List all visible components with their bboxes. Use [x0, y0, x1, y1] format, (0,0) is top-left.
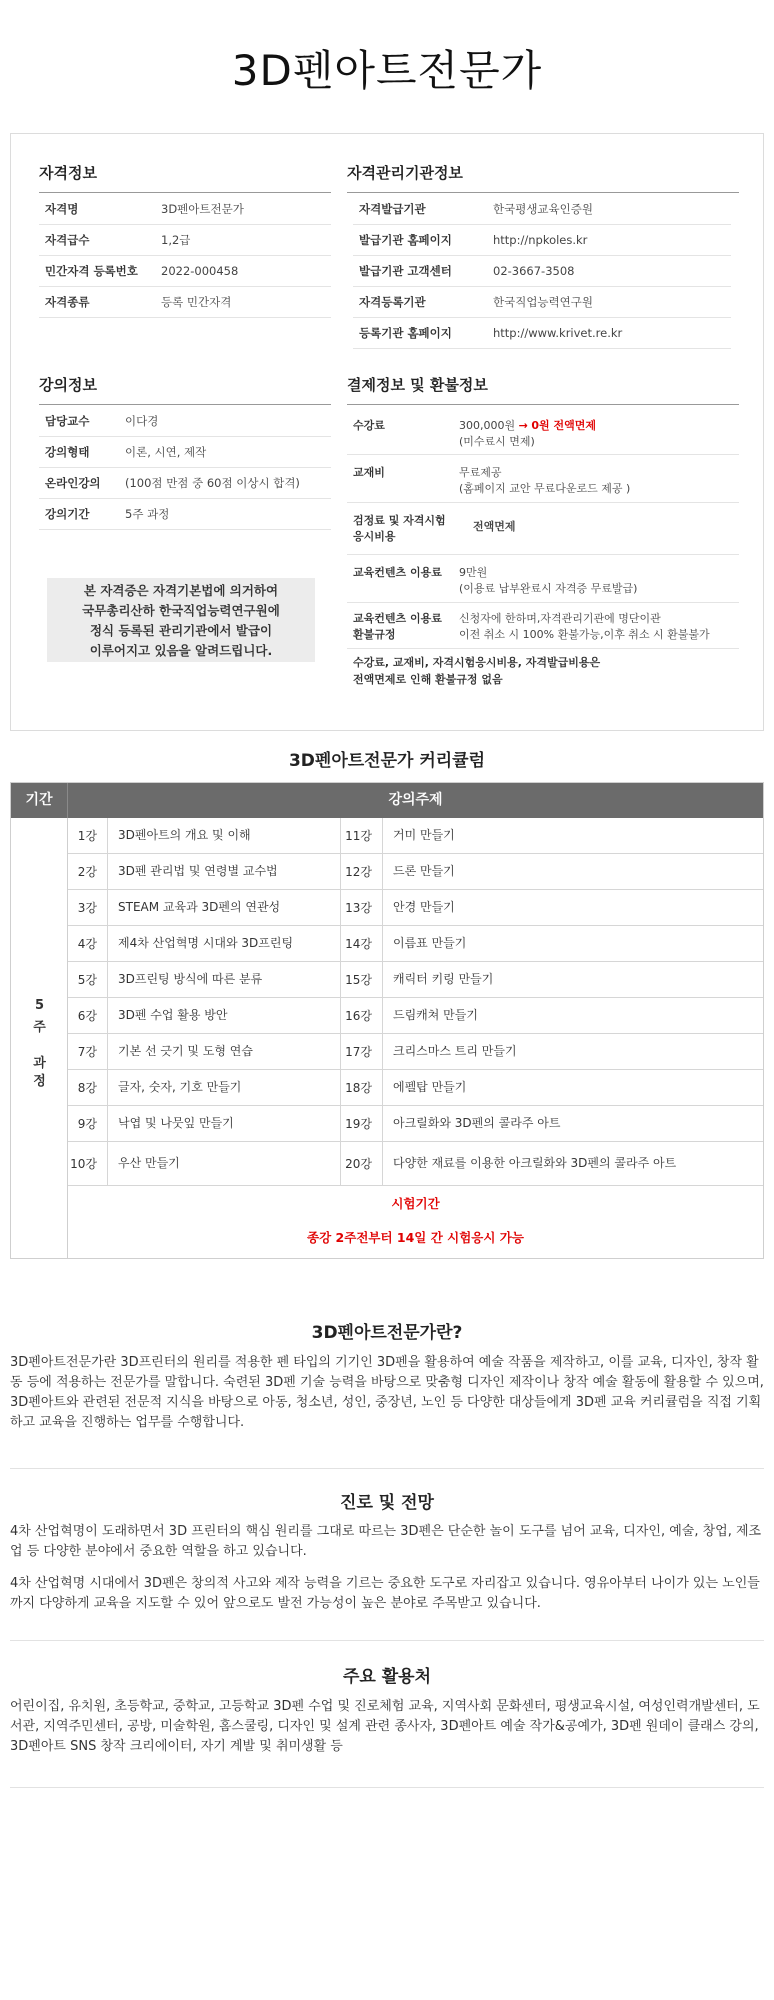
lesson-topic: 3D펜 수업 활용 방안	[108, 998, 341, 1033]
lesson-number: 12강	[341, 854, 383, 889]
tuition-free: 0원 전액면제	[531, 419, 596, 432]
lesson-topic: 아크릴화와 3D펜의 콜라주 아트	[393, 1116, 561, 1130]
curriculum-row	[68, 818, 763, 854]
lesson-number: 14강	[341, 926, 383, 961]
agency-row	[353, 225, 731, 256]
period-header: 기간	[11, 783, 68, 818]
lesson-topic: 에펠탑 만들기	[393, 1080, 467, 1094]
exam-fee-label-line: 검정료 및 자격시험	[353, 514, 446, 527]
textbook-row	[347, 455, 739, 503]
lesson-number: 11강	[341, 818, 383, 853]
lecture-label: 강의기간	[45, 507, 90, 521]
qualification-value: 등록 민간자격	[161, 295, 232, 309]
lesson-topic: 다양한 재료를 이용한 아크릴화와 3D펜의 콜라주 아트	[393, 1156, 677, 1170]
lecture-row	[39, 406, 331, 437]
lesson-topic: 캐릭터 키링 만들기	[393, 972, 494, 986]
lesson-number: 13강	[341, 890, 383, 925]
career-paragraph: 4차 산업혁명이 도래하면서 3D 프린터의 핵심 원리를 그대로 따르는 3D펜은 단순한 놀이 도구를 넘어 교육, 디자인, 예술, 창업, 제조업 등 다양한 분야에서 중요한 역할을 하고 있습니다.	[10, 1524, 762, 1559]
content-fee-label: 교육컨텐츠 이용료	[353, 566, 442, 579]
lesson-topic: 우산 만들기	[108, 1142, 341, 1185]
period-word: 정	[33, 1074, 46, 1089]
tuition-row	[347, 406, 739, 455]
certification-notice	[47, 578, 315, 662]
what-is-title: 3D펜아트전문가란?	[311, 1323, 463, 1343]
agency-label: 발급기관 고객센터	[359, 264, 452, 278]
topic-header: 강의주제	[388, 792, 443, 808]
exam-fee-value: 전액면제	[473, 520, 516, 533]
career-title: 진로 및 전망	[340, 1493, 434, 1513]
lesson-number: 5강	[68, 962, 108, 997]
agency-label: 자격발급기관	[359, 202, 426, 216]
exam-fee-row	[347, 503, 739, 555]
lesson-topic: 3D프린팅 방식에 따른 분류	[108, 962, 341, 997]
agency-value: 02-3667-3508	[493, 264, 575, 278]
lecture-value: 이론, 시연, 제작	[125, 445, 207, 459]
agency-row	[353, 256, 731, 287]
lecture-row	[39, 437, 331, 468]
refund-row	[347, 603, 739, 649]
lesson-number: 18강	[341, 1070, 383, 1105]
refund-label-line: 환불규정	[353, 628, 396, 641]
curriculum-row	[68, 1106, 763, 1142]
content-fee-value: 9만원	[459, 566, 488, 579]
lesson-number: 16강	[341, 998, 383, 1033]
lesson-number: 9강	[68, 1106, 108, 1141]
agency-value: 한국평생교육인증원	[493, 202, 593, 216]
agency-title: 자격관리기관정보	[347, 162, 739, 193]
agency-label: 등록기관 홈페이지	[359, 326, 452, 340]
content-fee-sub: (이용료 납부완료시 자격증 무료발급)	[459, 582, 638, 595]
lesson-topic: 드론 만들기	[393, 864, 455, 878]
what-is-text: 3D펜아트전문가란 3D프린터의 원리를 적용한 펜 타입의 기기인 3D펜을 활용하여 예술 작품을 제작하고, 이를 교육, 디자인, 창작 활동 등에 적용하는 전문가를 말합니다. 숙련된 3D펜 기술 능력을 바탕으로 맞춤형 디자인 제작이나 창작 예술 활동에 활용할 수 있으며, 3D펜아트와 관련된 전문적 지식을 바탕으로 아동, 청소년, 성인, 중장년, 노인 등 다양한 대상들에게 3D펜 교육 커리큘럼을 직접 기획하고 교육을 진행하는 업무를 수행합니다.	[10, 1355, 764, 1430]
refund-line: 신청자에 한하며,자격관리기관에 명단이관	[459, 612, 661, 625]
period-word: 과	[33, 1056, 46, 1071]
no-refund-note	[353, 654, 600, 688]
no-refund-line: 전액면제로 인해 환불규정 없음	[353, 673, 503, 686]
agency-row	[353, 194, 731, 225]
lesson-number: 4강	[68, 926, 108, 961]
lesson-topic: 크리스마스 트리 만들기	[393, 1044, 517, 1058]
qualification-row	[39, 256, 331, 287]
lesson-number: 8강	[68, 1070, 108, 1105]
curriculum-row	[68, 926, 763, 962]
lesson-topic: 안경 만들기	[393, 900, 455, 914]
lesson-topic: 3D펜아트의 개요 및 이해	[108, 818, 341, 853]
registry-homepage-link[interactable]: http://www.krivet.re.kr	[493, 326, 623, 340]
qualification-value: 1,2급	[161, 233, 191, 247]
qualification-value: 3D펜아트전문가	[161, 202, 244, 216]
textbook-label: 교재비	[353, 466, 385, 479]
lesson-number: 15강	[341, 962, 383, 997]
payment-title: 결제정보 및 환불정보	[347, 374, 739, 405]
lesson-topic: 제4차 산업혁명 시대와 3D프린팅	[108, 926, 341, 961]
lesson-number: 2강	[68, 854, 108, 889]
textbook-value: 무료제공	[459, 466, 502, 479]
lesson-topic: STEAM 교육과 3D펜의 연관성	[108, 890, 341, 925]
period-number: 5	[34, 998, 45, 1013]
curriculum-header	[11, 783, 763, 818]
lesson-topic: 3D펜 관리법 및 연령별 교수법	[108, 854, 341, 889]
page-title: 3D펜아트전문가	[231, 46, 543, 95]
divider	[10, 1787, 764, 1788]
tuition-arrow: →	[518, 419, 528, 432]
tuition-sub: (미수료시 면제)	[459, 435, 535, 448]
refund-label	[353, 611, 442, 643]
lecture-title: 강의정보	[39, 374, 331, 405]
tuition-price: 300,000원	[459, 419, 516, 432]
lecture-label: 온라인강의	[45, 476, 101, 490]
lesson-number: 10강	[68, 1142, 108, 1185]
qualification-label: 민간자격 등록번호	[45, 264, 138, 278]
exam-period-title: 시험기간	[391, 1196, 440, 1211]
lecture-value: 5주 과정	[125, 507, 170, 521]
qualification-row	[39, 194, 331, 225]
agency-row	[353, 318, 731, 349]
refund-label-line: 교육컨텐츠 이용료	[353, 612, 442, 625]
agency-label: 발급기관 홈페이지	[359, 233, 452, 247]
exam-period	[68, 1178, 763, 1258]
curriculum-row	[68, 854, 763, 890]
tuition-value	[459, 418, 596, 434]
qualification-row	[39, 287, 331, 318]
divider	[10, 1640, 764, 1641]
textbook-sub: (홈페이지 교안 무료다운로드 제공 )	[459, 482, 631, 495]
lesson-number: 17강	[341, 1034, 383, 1069]
lesson-number: 3강	[68, 890, 108, 925]
qualification-label: 자격명	[45, 202, 79, 216]
divider	[10, 1468, 764, 1469]
exam-fee-label	[353, 513, 446, 545]
lecture-row	[39, 499, 331, 530]
lecture-row	[39, 468, 331, 499]
qualification-value: 2022-000458	[161, 264, 239, 278]
lecture-label: 담당교수	[45, 414, 90, 428]
curriculum-title: 3D펜아트전문가 커리큘럼	[288, 751, 486, 771]
qualification-title: 자격정보	[39, 162, 331, 193]
notice-line: 본 자격증은 자격기본법에 의거하여	[83, 583, 279, 598]
curriculum-row	[68, 1034, 763, 1070]
lesson-number: 1강	[68, 818, 108, 853]
qualification-label: 자격종류	[45, 295, 90, 309]
refund-line: 이전 취소 시 100% 환불가능,이후 취소 시 환불불가	[459, 628, 710, 641]
usage-text: 어린이집, 유치원, 초등학교, 중학교, 고등학교 3D펜 수업 및 진로체험 교육, 지역사회 문화센터, 평생교육시설, 여성인력개발센터, 도서관, 지역주민센터, 공방, 미술학원, 홈스쿨링, 디자인 및 설계 관련 종사자, 3D펜아트 예술 작가&공예가, 3D펜 원데이 클래스 강의, 3D펜아트 SNS 창작 크리에이터, 자기 계발 및 취미생활 등	[10, 1699, 760, 1754]
curriculum-row	[68, 962, 763, 998]
tuition-label: 수강료	[353, 419, 385, 432]
lecture-label: 강의형태	[45, 445, 90, 459]
period-cell	[11, 818, 68, 1258]
info-box	[10, 133, 764, 731]
curriculum-row	[68, 998, 763, 1034]
lesson-number: 7강	[68, 1034, 108, 1069]
qualification-row	[39, 225, 331, 256]
career-paragraph: 4차 산업혁명 시대에서 3D펜은 창의적 사고와 제작 능력을 기르는 중요한 도구로 자리잡고 있습니다. 영유아부터 나이가 있는 노인들까지 다양하게 교육을 지도할 수 있어 앞으로도 발전 가능성이 높은 분야로 주목받고 있습니다.	[10, 1576, 760, 1611]
curriculum-row	[68, 1070, 763, 1106]
lesson-number: 19강	[341, 1106, 383, 1141]
lecture-value: (100점 만점 중 60점 이상시 합격)	[125, 476, 300, 490]
lecture-value: 이다경	[125, 414, 159, 428]
content-fee-row	[347, 555, 739, 603]
agency-row	[353, 287, 731, 318]
lesson-topic: 드림캐쳐 만들기	[393, 1008, 478, 1022]
exam-period-text: 종강 2주전부터 14일 간 시험응시 가능	[307, 1230, 524, 1245]
agency-label: 자격등록기관	[359, 295, 426, 309]
notice-line: 국무총리산하 한국직업능력연구원에	[82, 603, 280, 618]
lesson-number: 20강	[341, 1142, 383, 1185]
agency-homepage-link[interactable]: http://npkoles.kr	[493, 233, 588, 247]
curriculum-table	[10, 782, 764, 1259]
lesson-topic: 이름표 만들기	[393, 936, 467, 950]
notice-line: 정식 등록된 관리기관에서 발급이	[89, 623, 273, 638]
usage-title: 주요 활용처	[342, 1667, 432, 1687]
no-refund-line: 수강료, 교재비, 자격시험응시비용, 자격발급비용은	[353, 656, 601, 669]
agency-value: 한국직업능력연구원	[493, 295, 593, 309]
exam-fee-label-line: 응시비용	[353, 530, 396, 543]
lesson-topic: 글자, 숫자, 기호 만들기	[108, 1070, 341, 1105]
curriculum-row	[68, 890, 763, 926]
period-unit: 주	[33, 1020, 46, 1035]
lesson-topic: 거미 만들기	[393, 828, 455, 842]
lesson-number: 6강	[68, 998, 108, 1033]
lesson-topic: 기본 선 긋기 및 도형 연습	[108, 1034, 341, 1069]
notice-line: 이루어지고 있음을 알려드립니다.	[89, 643, 273, 658]
lesson-topic: 낙엽 및 나뭇잎 만들기	[108, 1106, 341, 1141]
qualification-label: 자격급수	[45, 233, 90, 247]
